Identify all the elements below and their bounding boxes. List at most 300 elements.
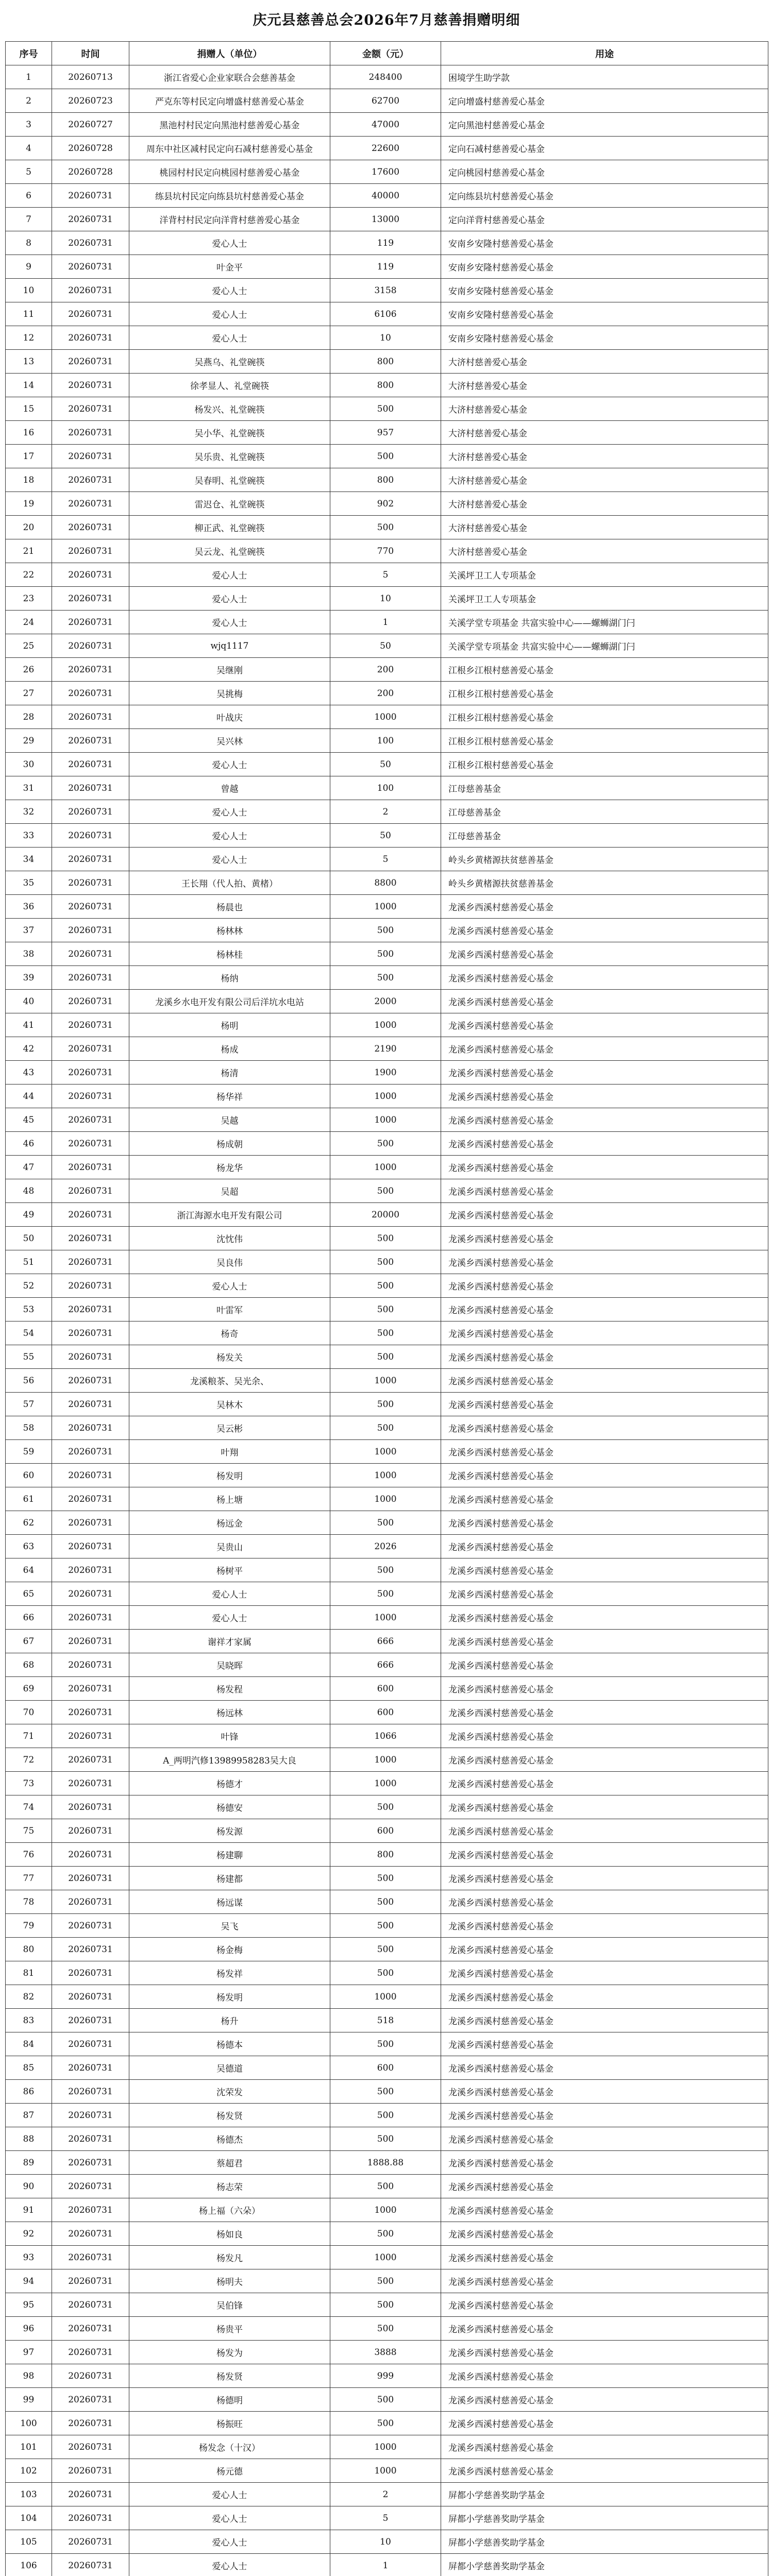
- cell-purpose: 龙溪乡西溪村慈善爱心基金: [441, 966, 768, 990]
- table-row: [6, 539, 768, 563]
- cell-no: 57: [6, 1393, 52, 1416]
- cell-purpose: 龙溪乡西溪村慈善爱心基金: [441, 1724, 768, 1748]
- cell-no: 32: [6, 800, 52, 824]
- cell-date: 20260731: [52, 2317, 129, 2341]
- cell-donor: 杨发念（十汉）: [129, 2435, 330, 2459]
- table-row: [6, 113, 768, 137]
- cell-donor: 黑池村村民定向黑池村慈善爱心基金: [129, 113, 330, 137]
- cell-amount: 1900: [330, 1061, 441, 1084]
- cell-no: 14: [6, 374, 52, 397]
- table-row: [6, 1464, 768, 1487]
- header-donor: 捐赠人（单位）: [129, 42, 330, 65]
- cell-amount: 500: [330, 942, 441, 966]
- table-row: [6, 421, 768, 445]
- table-row: [6, 1321, 768, 1345]
- cell-date: 20260731: [52, 1132, 129, 1156]
- cell-purpose: 龙溪乡西溪村慈善爱心基金: [441, 1582, 768, 1606]
- table-row: [6, 2151, 768, 2175]
- cell-purpose: 龙溪乡西溪村慈善爱心基金: [441, 1037, 768, 1061]
- cell-purpose: 龙溪乡西溪村慈善爱心基金: [441, 1795, 768, 1819]
- table-row: [6, 2530, 768, 2554]
- table-row: [6, 2412, 768, 2435]
- cell-amount: 500: [330, 2388, 441, 2412]
- cell-amount: 500: [330, 1179, 441, 1203]
- cell-no: 25: [6, 634, 52, 658]
- table-row: [6, 871, 768, 895]
- cell-purpose: 定向练县坑村慈善爱心基金: [441, 184, 768, 208]
- cell-amount: 1000: [330, 895, 441, 919]
- cell-no: 9: [6, 255, 52, 279]
- cell-donor: 吴伯锋: [129, 2293, 330, 2317]
- cell-donor: 练县坑村民定向练县坑村慈善爱心基金: [129, 184, 330, 208]
- cell-purpose: 江根乡江根村慈善爱心基金: [441, 658, 768, 682]
- cell-date: 20260731: [52, 350, 129, 374]
- cell-no: 104: [6, 2506, 52, 2530]
- cell-purpose: 屏都小学慈善奖助学基金: [441, 2554, 768, 2576]
- cell-purpose: 江根乡江根村慈善爱心基金: [441, 729, 768, 753]
- table-row: [6, 350, 768, 374]
- cell-amount: 500: [330, 1511, 441, 1535]
- table-row: [6, 1938, 768, 1961]
- cell-amount: 200: [330, 658, 441, 682]
- cell-amount: 500: [330, 1582, 441, 1606]
- cell-no: 30: [6, 753, 52, 776]
- cell-date: 20260731: [52, 919, 129, 942]
- cell-no: 63: [6, 1535, 52, 1558]
- cell-no: 89: [6, 2151, 52, 2175]
- cell-donor: 爱心人士: [129, 800, 330, 824]
- cell-donor: 龙溪乡水电开发有限公司后洋坑水电站: [129, 990, 330, 1013]
- cell-amount: 1000: [330, 1369, 441, 1393]
- cell-no: 17: [6, 445, 52, 468]
- cell-purpose: 大济村慈善爱心基金: [441, 397, 768, 421]
- cell-amount: 1000: [330, 2459, 441, 2483]
- cell-no: 79: [6, 1914, 52, 1938]
- cell-no: 68: [6, 1653, 52, 1677]
- cell-no: 96: [6, 2317, 52, 2341]
- cell-purpose: 定向洋背村慈善爱心基金: [441, 208, 768, 231]
- cell-purpose: 安南乡安隆村慈善爱心基金: [441, 302, 768, 326]
- cell-donor: 吴林木: [129, 1393, 330, 1416]
- table-row: [6, 1108, 768, 1132]
- cell-date: 20260728: [52, 137, 129, 160]
- cell-purpose: 龙溪乡西溪村慈善爱心基金: [441, 1511, 768, 1535]
- cell-amount: 50: [330, 753, 441, 776]
- cell-no: 19: [6, 492, 52, 516]
- cell-no: 22: [6, 563, 52, 587]
- cell-amount: 500: [330, 1132, 441, 1156]
- cell-amount: 500: [330, 1298, 441, 1321]
- cell-date: 20260731: [52, 1890, 129, 1914]
- table-row: [6, 942, 768, 966]
- cell-date: 20260731: [52, 1298, 129, 1321]
- cell-date: 20260731: [52, 326, 129, 350]
- cell-no: 39: [6, 966, 52, 990]
- table-row: [6, 2459, 768, 2483]
- cell-date: 20260731: [52, 1914, 129, 1938]
- cell-date: 20260731: [52, 1037, 129, 1061]
- cell-donor: 爱心人士: [129, 2506, 330, 2530]
- cell-donor: 杨建聊: [129, 1843, 330, 1867]
- cell-donor: 吴兴林: [129, 729, 330, 753]
- cell-no: 8: [6, 231, 52, 255]
- cell-date: 20260731: [52, 1156, 129, 1179]
- cell-date: 20260731: [52, 942, 129, 966]
- cell-no: 98: [6, 2364, 52, 2388]
- cell-donor: 周东中社区减村民定向石减村慈善爱心基金: [129, 137, 330, 160]
- cell-purpose: 龙溪乡西溪村慈善爱心基金: [441, 1748, 768, 1772]
- cell-date: 20260731: [52, 1108, 129, 1132]
- cell-amount: 500: [330, 1795, 441, 1819]
- cell-amount: 500: [330, 445, 441, 468]
- cell-amount: 800: [330, 1843, 441, 1867]
- cell-amount: 500: [330, 966, 441, 990]
- cell-amount: 500: [330, 516, 441, 539]
- cell-date: 20260731: [52, 587, 129, 611]
- cell-date: 20260731: [52, 2506, 129, 2530]
- cell-date: 20260731: [52, 1772, 129, 1795]
- cell-donor: 爱心人士: [129, 753, 330, 776]
- cell-no: 11: [6, 302, 52, 326]
- cell-purpose: 屏都小学慈善奖助学基金: [441, 2483, 768, 2506]
- cell-purpose: 定向石减村慈善爱心基金: [441, 137, 768, 160]
- cell-amount: 500: [330, 2269, 441, 2293]
- cell-donor: 杨上福（六朵）: [129, 2198, 330, 2222]
- table-body: [6, 65, 768, 2576]
- cell-donor: 雷迟仓、礼堂碗筷: [129, 492, 330, 516]
- cell-amount: 62700: [330, 89, 441, 113]
- cell-donor: 爱心人士: [129, 279, 330, 302]
- cell-no: 5: [6, 160, 52, 184]
- cell-donor: wjq1117: [129, 634, 330, 658]
- cell-no: 77: [6, 1867, 52, 1890]
- cell-donor: 杨清: [129, 1061, 330, 1084]
- cell-donor: 吴良伟: [129, 1250, 330, 1274]
- cell-donor: 杨远谋: [129, 1890, 330, 1914]
- table-row: [6, 2483, 768, 2506]
- cell-date: 20260731: [52, 990, 129, 1013]
- table-row: [6, 2032, 768, 2056]
- table-row: [6, 2127, 768, 2151]
- table-row: [6, 1298, 768, 1321]
- cell-donor: 杨树平: [129, 1558, 330, 1582]
- cell-no: 65: [6, 1582, 52, 1606]
- cell-date: 20260731: [52, 1582, 129, 1606]
- cell-purpose: 龙溪乡西溪村慈善爱心基金: [441, 1961, 768, 1985]
- cell-amount: 50: [330, 824, 441, 848]
- cell-donor: 杨升: [129, 2009, 330, 2032]
- cell-amount: 600: [330, 2056, 441, 2080]
- table-row: [6, 492, 768, 516]
- table-row: [6, 1843, 768, 1867]
- table-row: [6, 919, 768, 942]
- cell-purpose: 定向增盛村慈善爱心基金: [441, 89, 768, 113]
- cell-amount: 3158: [330, 279, 441, 302]
- table-row: [6, 1724, 768, 1748]
- cell-purpose: 龙溪乡西溪村慈善爱心基金: [441, 2222, 768, 2246]
- cell-purpose: 龙溪乡西溪村慈善爱心基金: [441, 942, 768, 966]
- cell-date: 20260731: [52, 231, 129, 255]
- cell-date: 20260727: [52, 113, 129, 137]
- cell-date: 20260731: [52, 445, 129, 468]
- cell-no: 53: [6, 1298, 52, 1321]
- cell-purpose: 安南乡安隆村慈善爱心基金: [441, 255, 768, 279]
- cell-donor: 王长翔（代人拍、黄楮）: [129, 871, 330, 895]
- cell-donor: 爱心人士: [129, 2483, 330, 2506]
- cell-purpose: 龙溪乡西溪村慈善爱心基金: [441, 1914, 768, 1938]
- table-row: [6, 2317, 768, 2341]
- cell-amount: 1000: [330, 1985, 441, 2009]
- table-row: [6, 1558, 768, 1582]
- cell-date: 20260731: [52, 2341, 129, 2364]
- cell-purpose: 龙溪乡西溪村慈善爱心基金: [441, 1345, 768, 1369]
- cell-donor: 吴春明、礼堂碗筷: [129, 468, 330, 492]
- cell-amount: 1000: [330, 2435, 441, 2459]
- cell-no: 66: [6, 1606, 52, 1630]
- table-row: [6, 1630, 768, 1653]
- cell-purpose: 龙溪乡西溪村慈善爱心基金: [441, 1108, 768, 1132]
- cell-purpose: 龙溪乡西溪村慈善爱心基金: [441, 2341, 768, 2364]
- table-row: [6, 2009, 768, 2032]
- cell-date: 20260731: [52, 1084, 129, 1108]
- table-row: [6, 1653, 768, 1677]
- table-row: [6, 2175, 768, 2198]
- table-row: [6, 2104, 768, 2127]
- cell-donor: 浙江海源水电开发有限公司: [129, 1203, 330, 1227]
- cell-no: 42: [6, 1037, 52, 1061]
- cell-date: 20260731: [52, 1369, 129, 1393]
- cell-purpose: 龙溪乡西溪村慈善爱心基金: [441, 1321, 768, 1345]
- cell-date: 20260731: [52, 2104, 129, 2127]
- cell-no: 72: [6, 1748, 52, 1772]
- cell-purpose: 龙溪乡西溪村慈善爱心基金: [441, 1606, 768, 1630]
- table-row: [6, 1227, 768, 1250]
- cell-date: 20260731: [52, 729, 129, 753]
- cell-donor: 吴乐贵、礼堂碗筷: [129, 445, 330, 468]
- table-row: [6, 1985, 768, 2009]
- cell-purpose: 龙溪乡西溪村慈善爱心基金: [441, 1535, 768, 1558]
- cell-date: 20260731: [52, 1819, 129, 1843]
- cell-donor: 爱心人士: [129, 563, 330, 587]
- cell-date: 20260731: [52, 1843, 129, 1867]
- cell-donor: 曾越: [129, 776, 330, 800]
- cell-no: 74: [6, 1795, 52, 1819]
- cell-amount: 500: [330, 1914, 441, 1938]
- cell-no: 6: [6, 184, 52, 208]
- cell-no: 94: [6, 2269, 52, 2293]
- cell-no: 24: [6, 611, 52, 634]
- table-row: [6, 1772, 768, 1795]
- cell-amount: 2190: [330, 1037, 441, 1061]
- cell-amount: 1000: [330, 2198, 441, 2222]
- cell-purpose: 龙溪乡西溪村慈善爱心基金: [441, 895, 768, 919]
- cell-donor: 杨远林: [129, 1701, 330, 1724]
- cell-no: 34: [6, 848, 52, 871]
- cell-purpose: 龙溪乡西溪村慈善爱心基金: [441, 2151, 768, 2175]
- cell-amount: 1000: [330, 1156, 441, 1179]
- cell-amount: 100: [330, 729, 441, 753]
- table-row: [6, 2388, 768, 2412]
- cell-date: 20260731: [52, 2009, 129, 2032]
- cell-donor: 叶战庆: [129, 705, 330, 729]
- cell-amount: 1000: [330, 1013, 441, 1037]
- cell-no: 35: [6, 871, 52, 895]
- table-row: [6, 1701, 768, 1724]
- table-row: [6, 302, 768, 326]
- cell-amount: 518: [330, 2009, 441, 2032]
- table-row: [6, 587, 768, 611]
- table-row: [6, 255, 768, 279]
- cell-purpose: 龙溪乡西溪村慈善爱心基金: [441, 1156, 768, 1179]
- cell-date: 20260731: [52, 1938, 129, 1961]
- cell-donor: 徐孝显人、礼堂碗筷: [129, 374, 330, 397]
- cell-amount: 1000: [330, 1487, 441, 1511]
- cell-purpose: 龙溪乡西溪村慈善爱心基金: [441, 1274, 768, 1298]
- cell-date: 20260731: [52, 1961, 129, 1985]
- cell-donor: 严克东等村民定向增盛村慈善爱心基金: [129, 89, 330, 113]
- cell-purpose: 大济村慈善爱心基金: [441, 539, 768, 563]
- cell-date: 20260731: [52, 800, 129, 824]
- cell-purpose: 龙溪乡西溪村慈善爱心基金: [441, 2080, 768, 2104]
- cell-purpose: 龙溪乡西溪村慈善爱心基金: [441, 1843, 768, 1867]
- cell-no: 92: [6, 2222, 52, 2246]
- cell-purpose: 江母慈善基金: [441, 800, 768, 824]
- table-row: [6, 2269, 768, 2293]
- cell-amount: 500: [330, 2317, 441, 2341]
- cell-donor: 爱心人士: [129, 587, 330, 611]
- cell-donor: 杨元德: [129, 2459, 330, 2483]
- cell-date: 20260731: [52, 2530, 129, 2554]
- cell-date: 20260731: [52, 563, 129, 587]
- cell-no: 55: [6, 1345, 52, 1369]
- cell-donor: 杨发凡: [129, 2246, 330, 2269]
- table-row: [6, 1250, 768, 1274]
- cell-purpose: 江根乡江根村慈善爱心基金: [441, 705, 768, 729]
- cell-no: 64: [6, 1558, 52, 1582]
- cell-date: 20260731: [52, 1677, 129, 1701]
- table-row: [6, 1369, 768, 1393]
- cell-amount: 1000: [330, 1464, 441, 1487]
- cell-purpose: 龙溪乡西溪村慈善爱心基金: [441, 1393, 768, 1416]
- cell-date: 20260731: [52, 895, 129, 919]
- cell-no: 58: [6, 1416, 52, 1440]
- cell-amount: 500: [330, 2127, 441, 2151]
- cell-donor: 吴小华、礼堂碗筷: [129, 421, 330, 445]
- cell-purpose: 龙溪乡西溪村慈善爱心基金: [441, 1677, 768, 1701]
- cell-purpose: 龙溪乡西溪村慈善爱心基金: [441, 2198, 768, 2222]
- cell-date: 20260731: [52, 539, 129, 563]
- cell-purpose: 关溪学堂专项基金 共富实验中心——螺蛳湖门闩: [441, 634, 768, 658]
- cell-amount: 8800: [330, 871, 441, 895]
- cell-donor: 杨奇: [129, 1321, 330, 1345]
- table-row: [6, 374, 768, 397]
- cell-amount: 1000: [330, 705, 441, 729]
- cell-purpose: 龙溪乡西溪村慈善爱心基金: [441, 2388, 768, 2412]
- cell-date: 20260731: [52, 2483, 129, 2506]
- cell-date: 20260731: [52, 2175, 129, 2198]
- cell-donor: 杨明夫: [129, 2269, 330, 2293]
- cell-donor: 爱心人士: [129, 2554, 330, 2576]
- cell-no: 100: [6, 2412, 52, 2435]
- header-no: 序号: [6, 42, 52, 65]
- cell-no: 12: [6, 326, 52, 350]
- table-row: [6, 1156, 768, 1179]
- table-row: [6, 1819, 768, 1843]
- cell-donor: 杨晨也: [129, 895, 330, 919]
- table-row: [6, 89, 768, 113]
- cell-date: 20260731: [52, 1321, 129, 1345]
- cell-purpose: 龙溪乡西溪村慈善爱心基金: [441, 1416, 768, 1440]
- cell-donor: 吴越: [129, 1108, 330, 1132]
- cell-donor: 爱心人士: [129, 326, 330, 350]
- cell-donor: 吴云彬: [129, 1416, 330, 1440]
- cell-no: 102: [6, 2459, 52, 2483]
- cell-amount: 500: [330, 1250, 441, 1274]
- cell-no: 27: [6, 682, 52, 705]
- cell-purpose: 大济村慈善爱心基金: [441, 421, 768, 445]
- cell-date: 20260731: [52, 966, 129, 990]
- table-row: [6, 2554, 768, 2576]
- cell-donor: 谢祥才家属: [129, 1630, 330, 1653]
- cell-donor: 叶金平: [129, 255, 330, 279]
- cell-donor: 杨发明: [129, 1464, 330, 1487]
- cell-date: 20260731: [52, 302, 129, 326]
- cell-amount: 500: [330, 1867, 441, 1890]
- cell-purpose: 关溪学堂专项基金 共富实验中心——螺蛳湖门闩: [441, 611, 768, 634]
- cell-date: 20260731: [52, 2222, 129, 2246]
- cell-no: 2: [6, 89, 52, 113]
- cell-date: 20260731: [52, 682, 129, 705]
- cell-amount: 500: [330, 397, 441, 421]
- cell-donor: 吴超: [129, 1179, 330, 1203]
- cell-no: 4: [6, 137, 52, 160]
- table-row: [6, 1084, 768, 1108]
- cell-date: 20260731: [52, 658, 129, 682]
- table-row: [6, 1440, 768, 1464]
- cell-donor: 洋背村村民定向洋背村慈善爱心基金: [129, 208, 330, 231]
- cell-purpose: 龙溪乡西溪村慈善爱心基金: [441, 2104, 768, 2127]
- cell-amount: 1000: [330, 1440, 441, 1464]
- cell-donor: 杨林桂: [129, 942, 330, 966]
- cell-amount: 5: [330, 2506, 441, 2530]
- cell-purpose: 龙溪乡西溪村慈善爱心基金: [441, 1227, 768, 1250]
- cell-donor: 杨德杰: [129, 2127, 330, 2151]
- table-row: [6, 800, 768, 824]
- cell-no: 84: [6, 2032, 52, 2056]
- cell-no: 28: [6, 705, 52, 729]
- page-title: 庆元县慈善总会2026年7月慈善捐赠明细: [253, 12, 520, 28]
- cell-date: 20260731: [52, 1274, 129, 1298]
- cell-date: 20260731: [52, 208, 129, 231]
- cell-date: 20260731: [52, 1535, 129, 1558]
- cell-amount: 666: [330, 1630, 441, 1653]
- cell-date: 20260731: [52, 634, 129, 658]
- table-row: [6, 1867, 768, 1890]
- cell-purpose: 龙溪乡西溪村慈善爱心基金: [441, 2056, 768, 2080]
- table-row: [6, 611, 768, 634]
- cell-donor: 杨林林: [129, 919, 330, 942]
- cell-no: 80: [6, 1938, 52, 1961]
- cell-purpose: 龙溪乡西溪村慈善爱心基金: [441, 990, 768, 1013]
- table-row: [6, 2198, 768, 2222]
- cell-purpose: 龙溪乡西溪村慈善爱心基金: [441, 1701, 768, 1724]
- cell-date: 20260731: [52, 2056, 129, 2080]
- cell-amount: 500: [330, 1393, 441, 1416]
- cell-amount: 800: [330, 374, 441, 397]
- cell-amount: 6106: [330, 302, 441, 326]
- cell-amount: 500: [330, 2222, 441, 2246]
- cell-purpose: 龙溪乡西溪村慈善爱心基金: [441, 1630, 768, 1653]
